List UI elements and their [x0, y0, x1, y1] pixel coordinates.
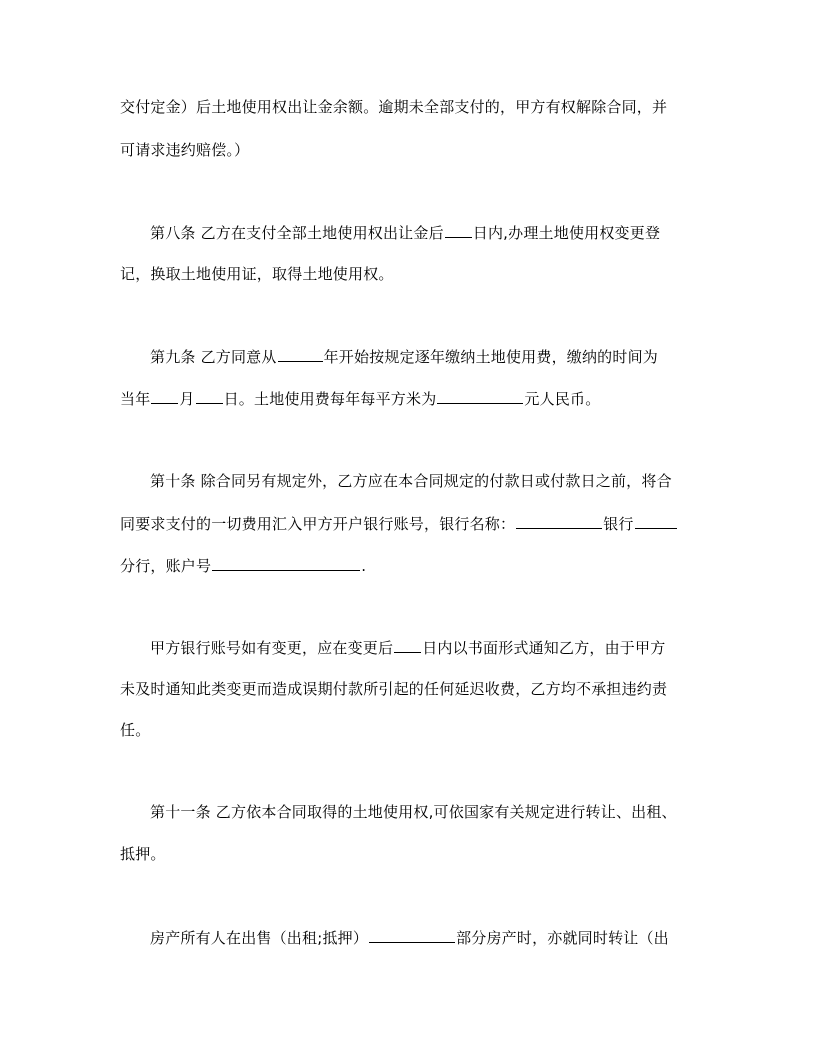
line-text: 元人民币。	[524, 390, 601, 408]
line-text: 日内以书面形式通知乙方，由于甲方	[422, 639, 666, 657]
article-9-line-1	[150, 346, 700, 367]
fill-in-blank	[635, 513, 677, 529]
fill-in-blank	[278, 346, 323, 362]
article-10-line-3	[120, 555, 700, 576]
line-text: 房产所有人在出售（出租;抵押）	[150, 929, 369, 947]
article-8-line-1	[150, 222, 700, 243]
line-text: 甲方银行账号如有变更，应在变更后	[150, 639, 394, 657]
bank-change-line-3	[120, 720, 700, 740]
fill-in-blank	[516, 513, 602, 529]
line-text: 月	[179, 390, 195, 408]
line-text: 日内,办理土地使用权变更登	[472, 224, 661, 242]
line-text: 年开始按规定逐年缴纳土地使用费，缴纳的时间为	[323, 348, 658, 366]
line-text: 第十一条 乙方依本合同取得的土地使用权,可依国家有关规定进行转让、出租、	[150, 803, 677, 821]
line-text: 记，换取土地使用证，取得土地使用权。	[120, 265, 394, 283]
article-10-line-1	[150, 471, 700, 491]
article-11-line-2	[120, 844, 700, 864]
paragraph-line	[120, 140, 700, 160]
fill-in-blank	[196, 388, 223, 404]
line-text: 交付定金）后土地使用权出让金余额。逾期未全部支付的，甲方有权解除合同，并	[120, 98, 668, 116]
article-9-line-2	[120, 388, 700, 409]
fill-in-blank	[212, 555, 360, 571]
line-text: 第十条 除合同另有规定外，乙方应在本合同规定的付款日或付款日之前，将合	[150, 472, 672, 490]
line-text: 同要求支付的一切费用汇入甲方开户银行账号，银行名称：	[120, 515, 516, 533]
line-text: .	[361, 557, 367, 575]
paragraph-line	[120, 97, 700, 117]
line-text: 当年	[120, 390, 151, 408]
fill-in-blank	[151, 388, 178, 404]
fill-in-blank	[445, 222, 472, 238]
line-text: 日。土地使用费每年每平方米为	[223, 390, 437, 408]
article-10-line-2	[120, 513, 700, 534]
line-text: 抵押。	[120, 845, 166, 863]
fill-in-blank	[394, 637, 421, 653]
bank-change-line-1	[150, 637, 700, 658]
fill-in-blank	[437, 388, 523, 404]
property-line-1	[150, 927, 700, 948]
bank-change-line-2	[120, 679, 700, 699]
line-text: 部分房产时，亦就同时转让（出	[456, 929, 669, 947]
line-text: 可请求违约赔偿。）	[120, 141, 250, 159]
article-11-line-1	[150, 802, 700, 822]
line-text: 未及时通知此类变更而造成误期付款所引起的任何延迟收费，乙方均不承担违约责	[120, 680, 668, 698]
line-text: 银行	[603, 515, 634, 533]
line-text: 第九条 乙方同意从	[150, 348, 277, 366]
line-text: 第八条 乙方在支付全部土地使用权出让金后	[150, 224, 444, 242]
fill-in-blank	[369, 927, 455, 943]
line-text: 任。	[120, 721, 151, 739]
article-8-line-2	[120, 264, 700, 284]
line-text: 分行，账户号	[120, 557, 212, 575]
